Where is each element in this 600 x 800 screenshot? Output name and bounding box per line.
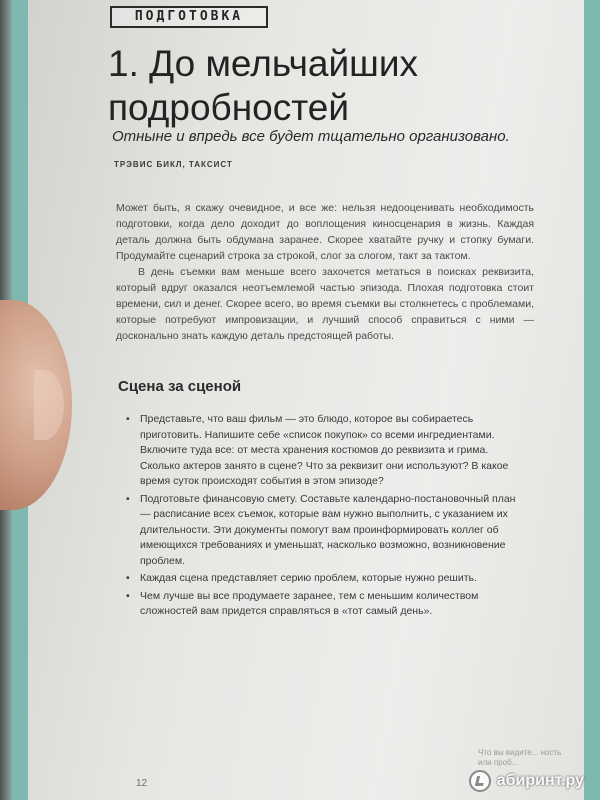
watermark-text: абиринт.ру (496, 772, 584, 789)
list-item: • Представьте, что ваш фильм — это блюдо, которое вы собираетесь приготовить. Напишите себе «список покупок» со всеми ингредиентами. Включите туда все: от места хранения костюмов до реквизита и грима. Сколько актеров занято в сцене? Что за реквизит они используют? В какое время суток происходят события в этом эпизоде? (126, 412, 528, 490)
intro-paragraph: Может быть, я скажу очевидное, и все же: нельзя недооценивать необходимость подготовки, когда дело доходит до воплощения киносценария в жизнь. Каждая деталь должна быть обдумана заранее. Скорее хватайте ручку и стопку бумаги. Продумайте сценарий строка за строкой, слог за слогом, такт за тактом. (116, 202, 534, 262)
list-item: • Подготовьте финансовую смету. Составьте календарно-постановочный план — расписание всех съемок, которые вам нужно выполнить, с указанием их длительности. Эти документы помогут вам проинформировать коллег об имеющихся требованиях и уменьшат, насколько возможно, возникновение проблем. (126, 492, 528, 570)
intro-paragraph: В день съемки вам меньше всего захочется метаться в поисках реквизита, который вдруг оказался неотъемлемой частью эпизода. Плохая подготовка стоит времени, сил и денег. Скорее всего, во время съемки вы столкнетесь с проблемами, которые потребуют импровизации, и лучший способ справиться с ними — досконально знать каждую деталь предстоящей работы. (116, 266, 534, 342)
watermark (469, 770, 584, 792)
intro-text (116, 200, 534, 344)
list-item: • Чем лучше вы все продумаете заранее, тем с меньшим количеством сложностей вам придется справляться в «тот самый день». (126, 589, 528, 620)
page-number: 12 (136, 778, 148, 789)
epigraph-quote: Отныне и впредь все будет тщательно организовано. (112, 128, 510, 145)
next-page-snippet: Что вы видите... ность или проб... (478, 748, 562, 767)
section-badge: ПОДГОТОВКА (110, 6, 268, 28)
chapter-title: 1. До мельчайших подробностей (108, 43, 419, 128)
labirint-logo-icon (469, 770, 491, 792)
section-subheading: Сцена за сценой (118, 378, 242, 395)
list-item: • Каждая сцена представляет серию проблем, которые нужно решить. (126, 571, 528, 587)
epigraph-author: ТРЭВИС БИКЛ, ТАКСИСТ (114, 160, 233, 169)
book-page (28, 0, 584, 800)
bullet-list (126, 412, 528, 622)
